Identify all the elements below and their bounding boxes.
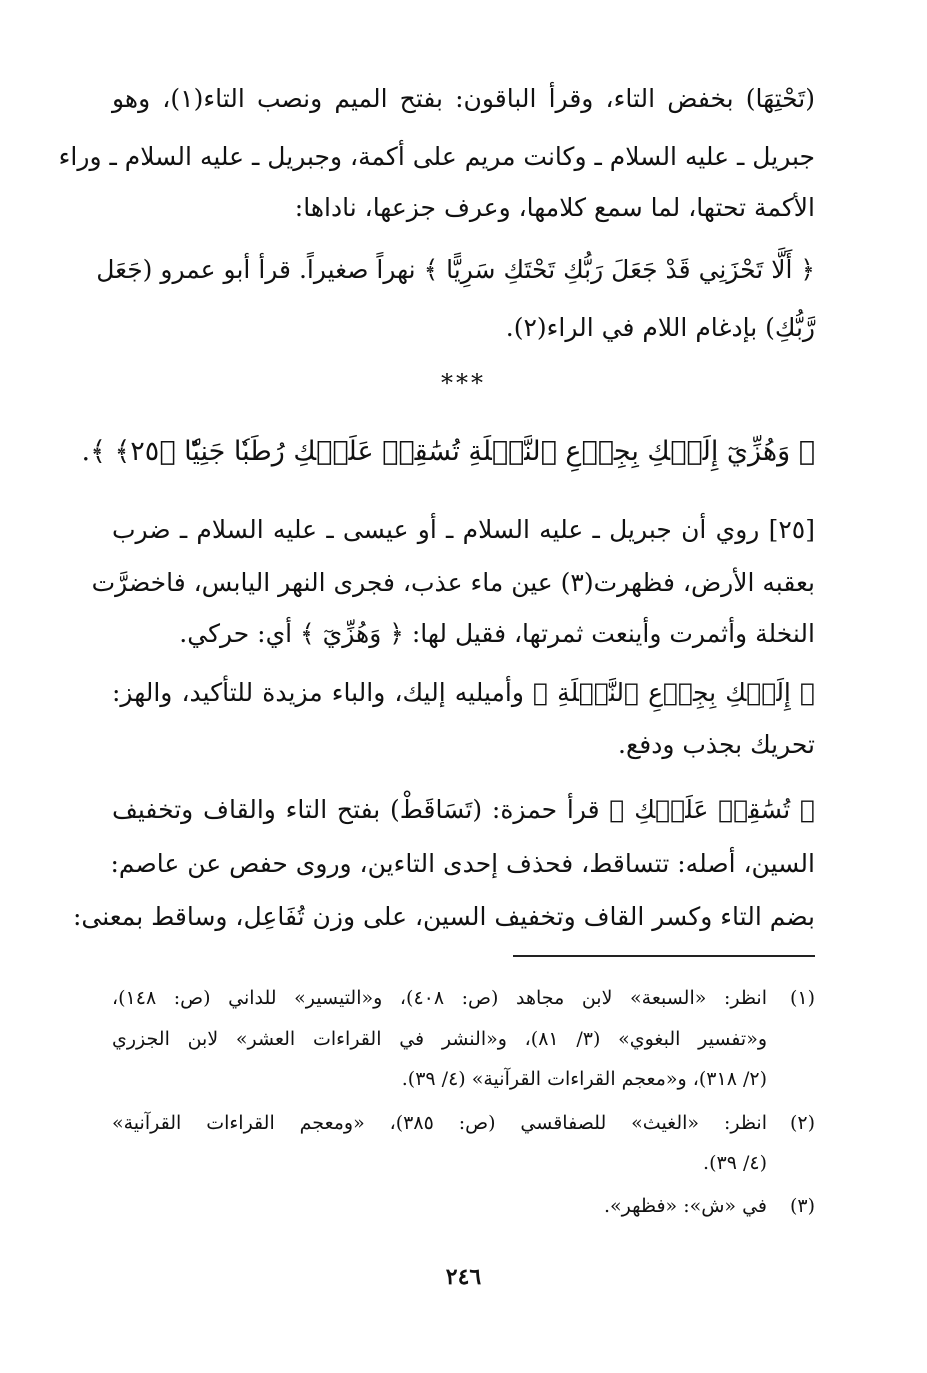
body-line: ﴿ إِلَيۡكِ بِجِذۡعِ ٱلنَّخۡلَةِ ﴾ وأميليه إليك، والباء مزيدة للتأكيد، والهز: bbox=[112, 678, 815, 707]
footnote-line: انظر: «الغيث» للصفاقسي (ص: ٣٨٥)، «ومعجم القراءات القرآنية» bbox=[112, 1112, 767, 1134]
body-line: رَّبُّكِ) بإدغام اللام في الراء(٢). bbox=[505, 313, 815, 342]
body-line: جبريل ـ عليه السلام ـ وكانت مريم على أكمة، وجبريل ـ عليه السلام ـ وراء bbox=[58, 142, 815, 171]
footnote-number: (١) bbox=[789, 987, 815, 1009]
body-line: ﴿ تُسَٰقِطۡ عَلَيۡكِ ﴾ قرأ حمزة: (تَسَاقَطْ) بفتح التاء والقاف وتخفيف bbox=[112, 795, 815, 824]
footnote-line: (٢/ ٣١٨)، و«معجم القراءات القرآنية» (٤/ ٣٩). bbox=[401, 1068, 767, 1090]
page-number: ٢٤٦ bbox=[445, 1264, 482, 1290]
body-line: بضم التاء وكسر القاف وتخفيف السين، على وزن تُفَاعِل، وساقط بمعنى: bbox=[72, 902, 815, 931]
body-line: [٢٥] روي أن جبريل ـ عليه السلام ـ أو عيسى ـ عليه السلام ـ ضرب bbox=[112, 515, 815, 544]
footnote-number: (٢) bbox=[789, 1112, 815, 1134]
body-line: تحريك بجذب ودفع. bbox=[618, 730, 815, 759]
footnote-number: (٣) bbox=[789, 1195, 815, 1217]
body-line: (تَحْتِهَا) بخفض التاء، وقرأ الباقون: بفتح الميم ونصب التاء(١)، وهو bbox=[112, 84, 815, 113]
footnote-line: (٤/ ٣٩). bbox=[703, 1152, 767, 1174]
body-line: النخلة وأثمرت وأينعت ثمرتها، فقيل لها: ﴿ وَهُزِّيٓ ﴾ أي: حركي. bbox=[179, 619, 815, 648]
footnote-line: انظر: «السبعة» لابن مجاهد (ص: ٤٠٨)، و«التيسير» للداني (ص: ١٤٨)، bbox=[112, 987, 767, 1009]
footnote-line: و«تفسير البغوي» (٣/ ٨١)، و«النشر في القراءات العشر» لابن الجزري bbox=[112, 1028, 767, 1050]
body-line: ﴿ أَلَّا تَحْزَنِي قَدْ جَعَلَ رَبُّكِ تَحْتَكِ سَرِيًّا ﴾ نهراً صغيراً. قرأ أبو عمرو (جَعَل bbox=[96, 255, 815, 284]
body-line: بعقبه الأرض، فظهرت(٣) عين ماء عذب، فجرى النهر اليابس، فاخضرَّت bbox=[91, 568, 815, 597]
section-separator: *** bbox=[441, 369, 486, 397]
footnote-line: في «ش»: «فظهر». bbox=[603, 1195, 767, 1217]
verse-heading: ﴿ وَهُزِّيٓ إِلَيۡكِ بِجِذۡعِ ٱلنَّخۡلَةِ تُسَٰقِطۡ عَلَيۡكِ رُطَبٗا جَنِيّٗا ﴿٢٥﴾ ﴾. bbox=[81, 436, 815, 467]
body-line: السين، أصله: تتساقط، فحذف إحدى التاءين، وروى حفص عن عاصم: bbox=[110, 849, 815, 878]
body-line: الأكمة تحتها، لما سمع كلامها، وعرف جزعها، ناداها: bbox=[294, 193, 815, 222]
footnote-separator bbox=[513, 955, 815, 957]
